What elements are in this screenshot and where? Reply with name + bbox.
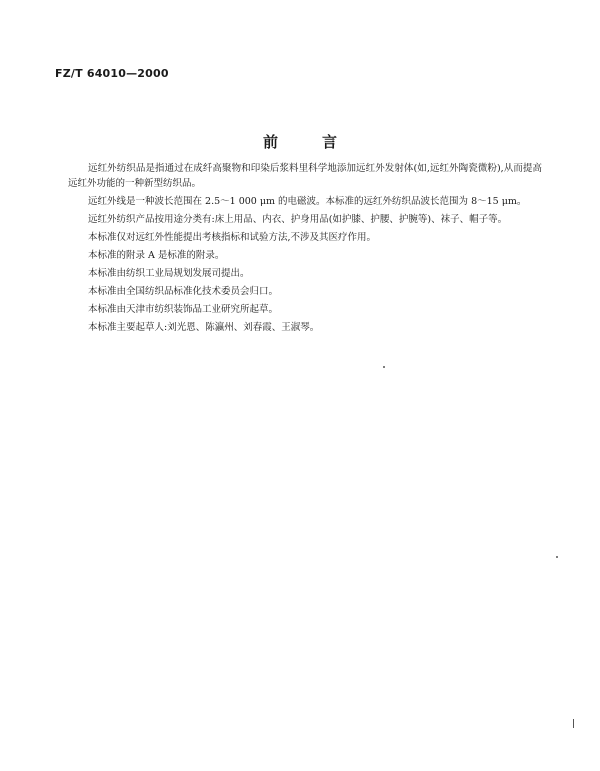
scan-speck — [383, 366, 385, 368]
standard-code: FZ/T 64010—2000 — [55, 67, 169, 80]
paragraph-scope: 本标准仅对远红外性能提出考核指标和试验方法,不涉及其医疗作用。 — [88, 232, 377, 243]
paragraph-drafted-by: 本标准由天津市纺织装饰品工业研究所起草。 — [88, 304, 279, 315]
scan-speck — [573, 719, 574, 728]
paragraph-administered-by: 本标准由全国纺织品标准化技术委员会归口。 — [88, 286, 279, 297]
paragraph-definition: 远红外纺织品是指通过在成纤高聚物和印染后浆料里科学地添加远红外发射体(如,远红外陶瓷微粉),从而提高远红外功能的一种新型纺织品。 — [68, 163, 542, 189]
paragraph-appendix: 本标准的附录 A 是标准的附录。 — [88, 250, 225, 261]
scan-speck — [556, 556, 558, 558]
page-title: 前言 — [262, 133, 381, 151]
paragraph-drafters: 本标准主要起草人:刘光恩、陈瀛州、刘春霞、王淑琴。 — [88, 322, 320, 333]
paragraph-product-categories: 远红外纺织产品按用途分类有:床上用品、内衣、护身用品(如护膝、护腰、护腕等)、袜子、帽子等。 — [88, 214, 508, 225]
paragraph-proposed-by: 本标准由纺织工业局规划发展司提出。 — [88, 268, 250, 279]
preface-body — [68, 161, 542, 338]
paragraph-wavelength: 远红外线是一种波长范围在 2.5～1 000 μm 的电磁波。本标准的远红外纺织品波长范围为 8～15 μm。 — [88, 196, 527, 207]
